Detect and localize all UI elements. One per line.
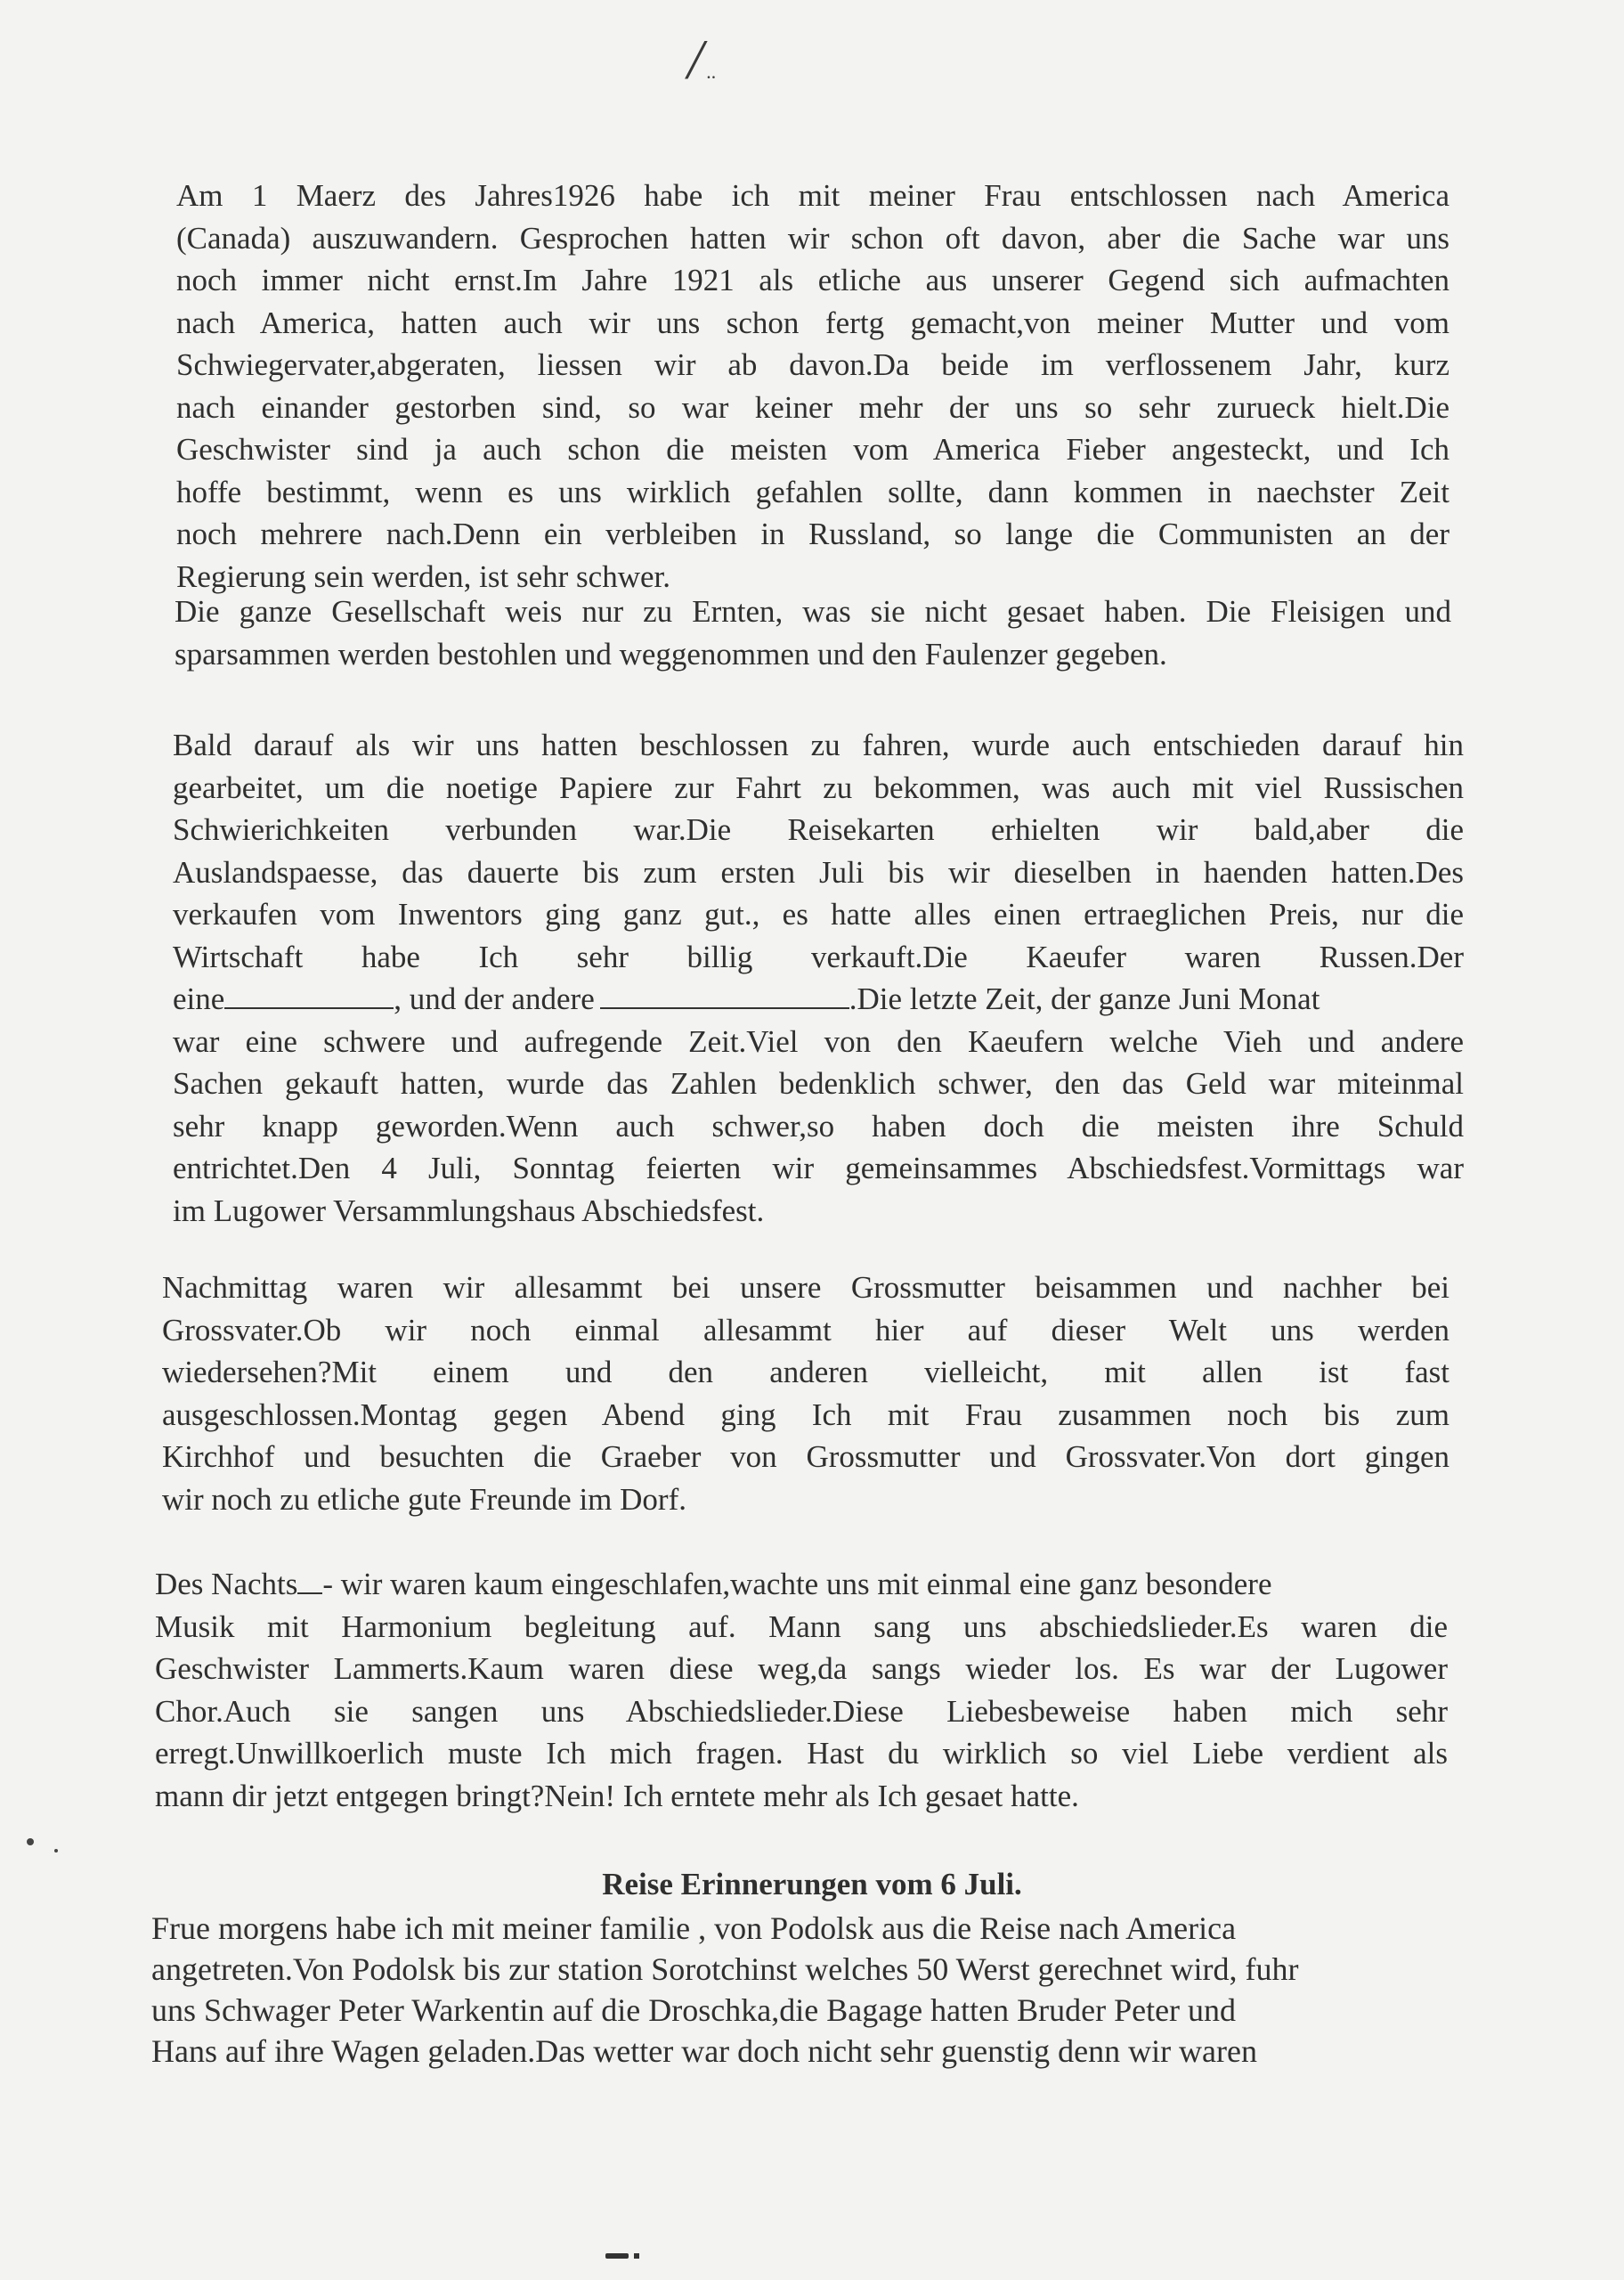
text-line: Schwierichkeiten verbunden war.Die Reisekarten erhielten wir bald,aber die [173, 812, 1464, 847]
text-line: Chor.Auch sie sangen uns Abschiedslieder.Diese Liebesbeweise haben mich sehr [155, 1693, 1448, 1729]
blank-field-1 [224, 981, 394, 1009]
text-line: erregt.Unwillkoerlich muste Ich mich fragen. Hast du wirklich so viel Liebe verdient als [155, 1736, 1448, 1771]
bottom-mark [634, 2253, 639, 2259]
paragraph-5 [155, 1563, 1448, 1817]
text-line: angetreten.Von Podolsk bis zur station Sorotchinst welches 50 Werst gerechnet wird, fuhr [151, 1951, 1299, 1987]
text-line: gearbeitet, um die noetige Papiere zur Fahrt zu bekommen, was auch mit viel Russischen [173, 770, 1464, 805]
text-line: Geschwister sind ja auch schon die meisten vom America Fieber angesteckt, und Ich [176, 432, 1449, 467]
blank-field-2 [600, 981, 849, 1009]
text-line: noch mehrere nach.Denn ein verbleiben in Russland, so lange die Communisten an der [176, 517, 1449, 551]
text-line: Geschwister Lammerts.Kaum waren diese weg,da sangs wieder los. Es war der Lugower [155, 1651, 1448, 1686]
text-line: Am 1 Maerz des Jahres1926 habe ich mit meiner Frau entschlossen nach America [176, 178, 1449, 213]
text-line: Musik mit Harmonium begleitung auf. Mann sang uns abschiedslieder.Es waren die [155, 1608, 1448, 1644]
text-line-with-blanks [173, 978, 1464, 1021]
blank-field-3 [297, 1566, 322, 1594]
scan-speck [54, 1849, 58, 1852]
text-line: verkaufen vom Inwentors ging ganz gut., es hatte alles einen ertraeglichen Preis, nur die [173, 897, 1464, 932]
text-line: Schwiegervater,abgeraten, liessen wir ab davon.Da beide im verflossenem Jahr, kurz [176, 347, 1449, 382]
text-line: Nachmittag waren wir allesammt bei unsere Grossmutter beisammen und nachher bei [162, 1270, 1449, 1305]
text-line: Frue morgens habe ich mit meiner familie , von Podolsk aus die Reise nach America [151, 1910, 1237, 1946]
text-line: sparsammen werden bestohlen und weggenommen und den Faulenzer gegeben. [175, 636, 1167, 672]
section-heading: Reise Erinnerungen vom 6 Juli. [602, 1867, 1022, 1901]
text-line: Bald darauf als wir uns hatten beschlossen zu fahren, wurde auch entschieden darauf hin [173, 728, 1464, 762]
blank-line-part: eine [173, 981, 225, 1016]
text-line: hoffe bestimmt, wenn es uns wirklich gefahlen sollte, dann kommen in naechster Zeit [176, 474, 1449, 509]
text-line-with-blank [155, 1563, 1448, 1606]
text-line: nach einander gestorben sind, so war keiner mehr der uns so sehr zurueck hielt.Die [176, 389, 1449, 425]
text-line: Grossvater.Ob wir noch einmal allesammt hier auf dieser Welt uns werden [162, 1312, 1449, 1348]
paragraph-4 [162, 1266, 1449, 1520]
text-line: Kirchhof und besuchten die Graeber von Grossmutter und Grossvater.Von dort gingen [162, 1439, 1449, 1474]
text-part: - wir waren kaum eingeschlafen,wachte uns mit einmal eine ganz besondere [322, 1567, 1272, 1601]
text-line: Sachen gekauft hatten, wurde das Zahlen bedenklich schwer, den das Geld war miteinmal [173, 1066, 1464, 1101]
paragraph-3 [173, 724, 1464, 1232]
text-line: entrichtet.Den 4 Juli, Sonntag feierten wir gemeinsammes Abschiedsfest.Vormittags war [173, 1151, 1464, 1185]
blank-line-part: , und der andere [394, 981, 595, 1016]
section-paragraph [151, 1908, 1442, 2072]
text-line: mann dir jetzt entgegen bringt?Nein! Ich erntete mehr als Ich gesaet hatte. [155, 1778, 1079, 1813]
text-line: Hans auf ihre Wagen geladen.Das wetter war doch nicht sehr guenstig denn wir waren [151, 2033, 1257, 2069]
text-line: Die ganze Gesellschaft weis nur zu Ernten, was sie nicht gesaet haben. Die Fleisigen und [175, 594, 1451, 629]
text-line: sehr knapp geworden.Wenn auch schwer,so haben doch die meisten ihre Schuld [173, 1108, 1464, 1144]
text-line: war eine schwere und aufregende Zeit.Viel von den Kaeufern welche Vieh und andere [173, 1023, 1464, 1059]
page-number [687, 27, 717, 93]
text-line: Wirtschaft habe Ich sehr billig verkauft.Die Kaeufer waren Russen.Der [173, 939, 1464, 974]
text-line: Regierung sein werden, ist sehr schwer. [176, 558, 670, 594]
text-part: Des Nachts [155, 1567, 298, 1601]
paragraph-1 [176, 175, 1449, 598]
text-line: (Canada) auszuwandern. Gesprochen hatten wir schon oft davon, aber die Sache war uns [176, 220, 1449, 256]
text-line: ausgeschlossen.Montag gegen Abend ging Ich mit Frau zusammen noch bis zum [162, 1396, 1449, 1432]
text-line: wir noch zu etliche gute Freunde im Dorf. [162, 1481, 686, 1517]
page-number-text: / [687, 28, 703, 91]
text-line: nach America, hatten auch wir uns schon fertg gemacht,von meiner Mutter und vom [176, 305, 1449, 340]
text-line: wiedersehen?Mit einem und den anderen vielleicht, mit allen ist fast [162, 1355, 1449, 1389]
text-line: im Lugower Versammlungshaus Abschiedsfest. [173, 1193, 765, 1228]
scan-speck [27, 1838, 34, 1845]
bottom-mark [605, 2253, 629, 2259]
text-line: Auslandspaesse, das dauerte bis zum ersten Juli bis wir dieselben in haenden hatten.Des [173, 854, 1464, 890]
paragraph-2 [175, 590, 1451, 675]
text-line: noch immer nicht ernst.Im Jahre 1921 als etliche aus unserer Gegend sich aufmachten [176, 263, 1449, 297]
blank-line-part: .Die letzte Zeit, der ganze Juni Monat [849, 981, 1320, 1016]
text-line: uns Schwager Peter Warkentin auf die Droschka,die Bagage hatten Bruder Peter und [151, 1992, 1237, 2028]
page-number-dots: .. [706, 61, 717, 83]
